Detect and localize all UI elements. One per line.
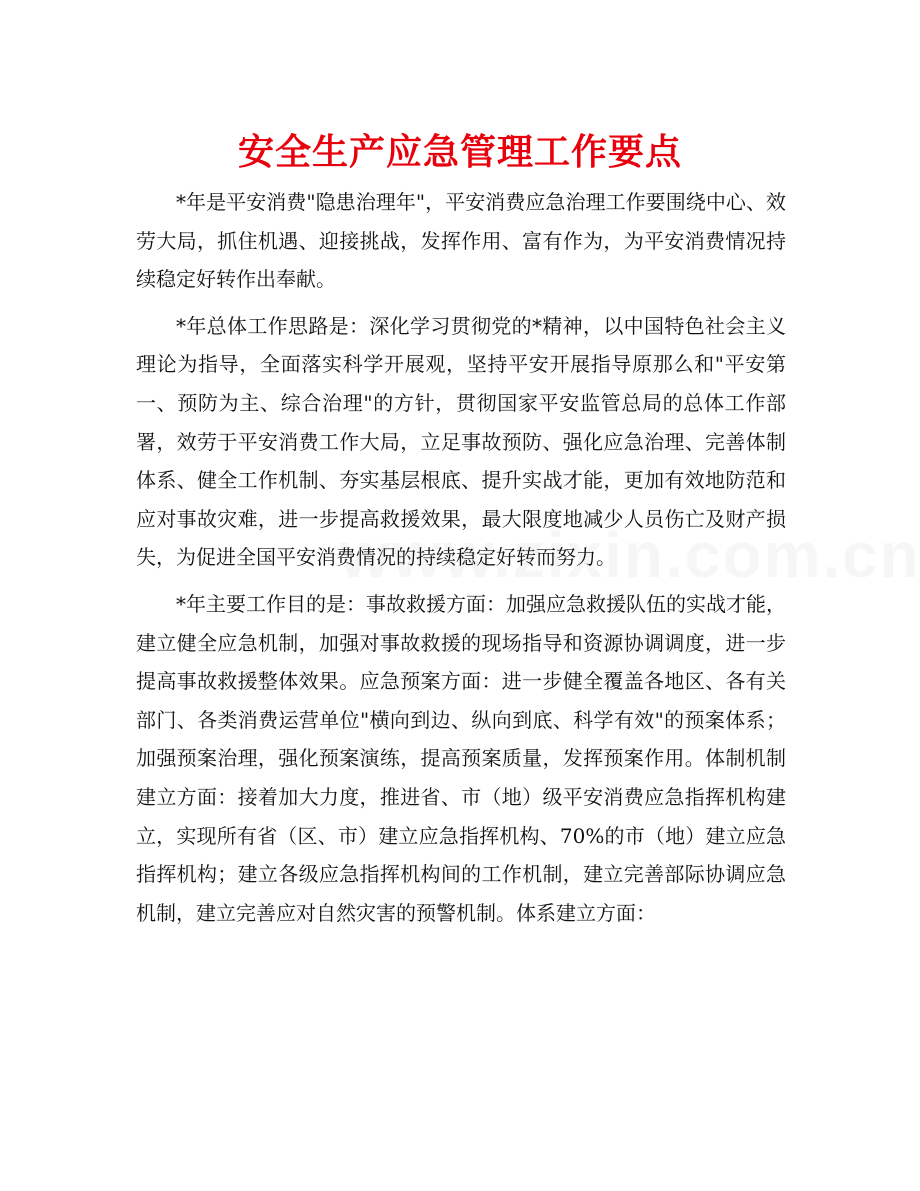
document-title: 安全生产应急管理工作要点 [237,131,682,173]
paragraph-1: *年是平安消费"隐患治理年"，平安消费应急治理工作要围绕中心、效劳大局，抓住机遇、迎接挑战，发挥作用、富有作为，为平安消费情况持续稳定好转作出奉献。 [136,190,786,292]
paragraph-3: *年主要工作目的是：事故救援方面：加强应急救援队伍的实战才能，建立健全应急机制，加强对事故救援的现场指导和资源协调调度，进一步提高事故救援整体效果。应急预案方面：进一步健全覆盖各地区、各有关部门、各类消费运营单位"横向到边、纵向到底、科学有效"的预案体系；加强预案治理，强化预案演练，提高预案质量，发挥预案作用。体制机制建立方面：接着加大力度，推进省、市（地）级平安消费应急指挥机构建立，实现所有省（区、市）建立应急指挥机构、70%的市（地）建立应急指挥机构；建立各级应急指挥机构间的工作机制，建立完善部际协调应急机制，建立完善应对自然灾害的预警机制。体系建立方面： [136,591,786,925]
paragraph-2: *年总体工作思路是：深化学习贯彻党的*精神，以中国特色社会主义理论为指导，全面落实科学开展观，坚持平安开展指导原那么和"平安第一、预防为主、综合治理"的方针，贯彻国家平安监管总局的总体工作部署，效劳于平安消费工作大局，立足事故预防、强化应急治理、完善体制体系、健全工作机制、夯实基层根底、提升实战才能，更加有效地防范和应对事故灾难，进一步提高救援效果，最大限度地减少人员伤亡及财产损失，为促进全国平安消费情况的持续稳定好转而努力。 [136,313,786,570]
document-body [136,183,786,932]
